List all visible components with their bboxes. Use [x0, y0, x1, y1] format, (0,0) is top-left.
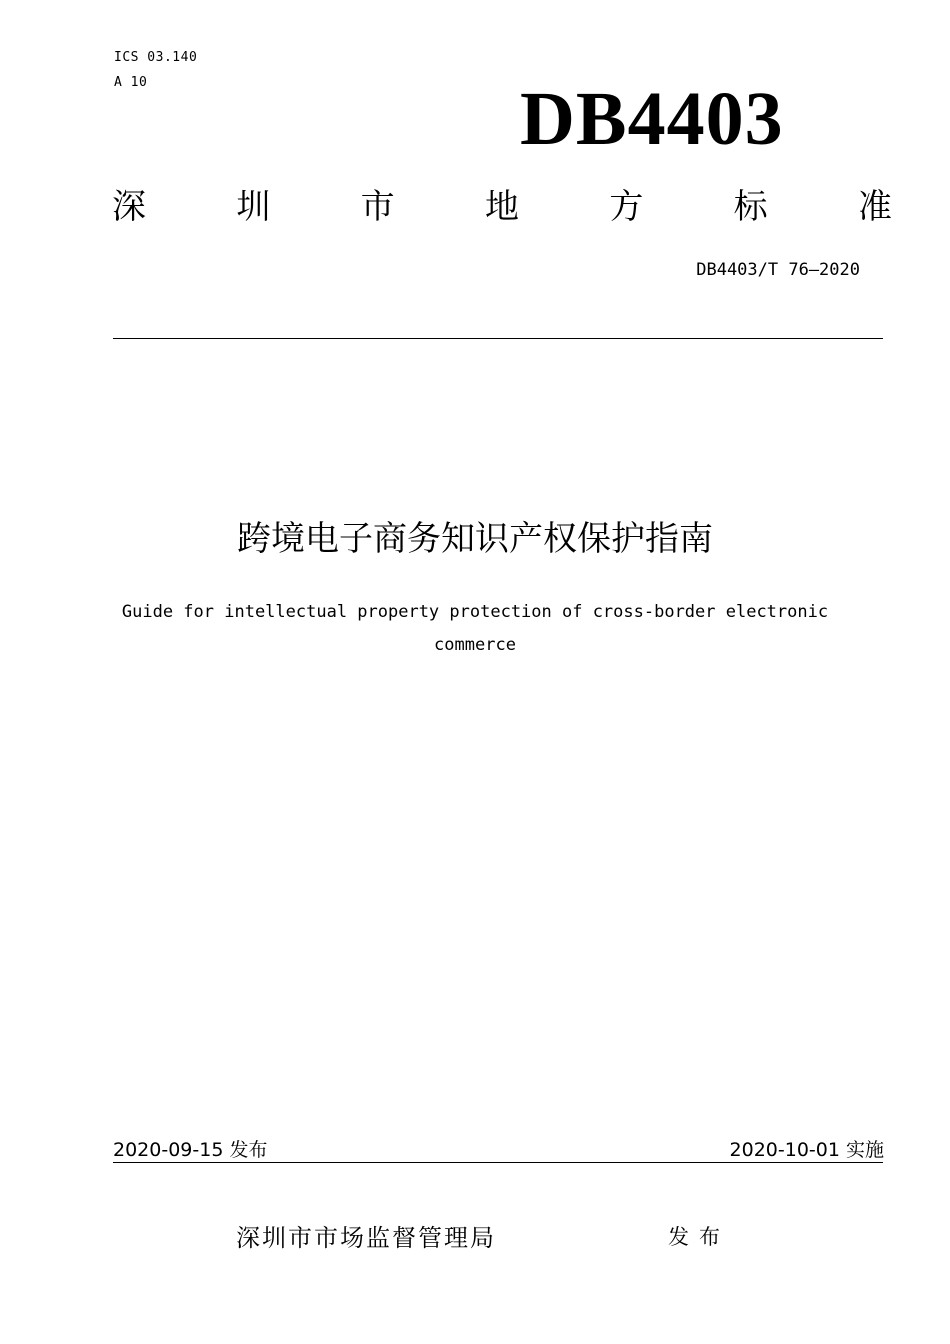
classification-code: A 10: [114, 75, 148, 90]
standard-type-heading: [112, 184, 892, 230]
footer-divider: [113, 1162, 883, 1163]
standard-type-char: 深: [112, 187, 146, 227]
ics-code: ICS 03.140: [114, 50, 198, 65]
publish-date: 2020-09-15 发布: [113, 1139, 268, 1161]
header-divider: [113, 338, 883, 339]
standard-type-char: 方: [609, 187, 644, 227]
standard-number: DB4403/T 76—2020: [696, 260, 860, 280]
standard-code-logo: DB4403: [520, 77, 784, 161]
standard-type-char: 标: [733, 187, 768, 227]
issuing-authority: 深圳市市场监督管理局: [236, 1224, 496, 1252]
document-title-chinese: 跨境电子商务知识产权保护指南: [237, 519, 713, 559]
standard-type-char: 圳: [236, 187, 271, 227]
standard-type-char: 地: [484, 187, 519, 227]
standard-type-char: 准: [857, 187, 892, 227]
issue-label: 发布: [668, 1225, 730, 1249]
document-title-english: Guide for intellectual property protection of cross-border electronic commerce: [121, 602, 829, 655]
implementation-date: 2020-10-01 实施: [729, 1139, 884, 1161]
standard-type-char: 市: [360, 187, 395, 227]
